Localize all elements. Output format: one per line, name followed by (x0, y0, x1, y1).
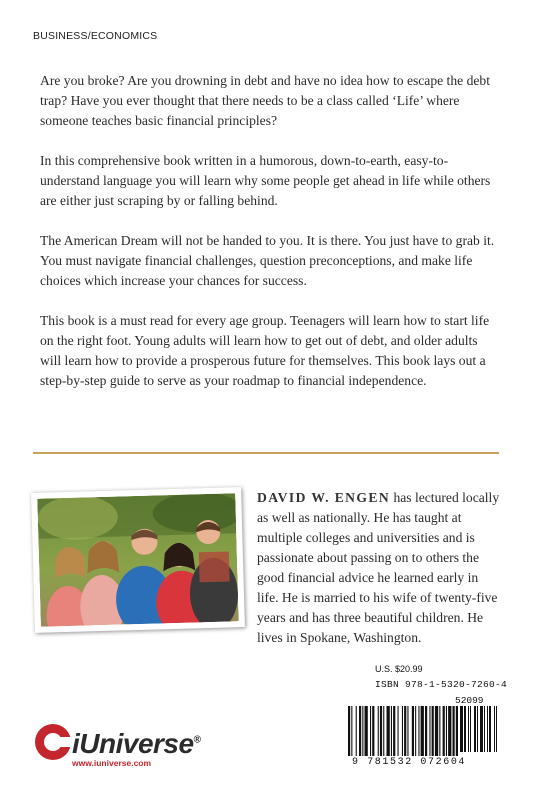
publisher-logo (72, 728, 200, 760)
blurb-paragraph: Are you broke? Are you drowning in debt and have no idea how to escape the debt trap? Have you ever thought that there needs to be a class called ‘Life’ where someone teaches basic financial principles? (40, 73, 490, 128)
back-cover-blurb (40, 71, 498, 411)
price-code: 52099 (455, 695, 484, 706)
category-label: BUSINESS/ECONOMICS (33, 30, 158, 42)
price-label: U.S. $20.99 (375, 664, 423, 674)
barcode-area (340, 660, 506, 770)
barcode-graphic (340, 660, 506, 770)
author-bio (257, 488, 502, 648)
publisher-name: iUniverse (72, 728, 194, 759)
author-family-photo (31, 487, 245, 633)
author-name: DAVID W. ENGEN (257, 490, 391, 505)
isbn-label: ISBN 978-1-5320-7260-4 (375, 679, 508, 690)
blurb-paragraph: The American Dream will not be handed to you. It is there. You just have to grab it. You must navigate financial challenges, question preconceptions, and make life choices which increase your chances for success. (40, 233, 495, 288)
trademark-symbol: ® (193, 734, 201, 746)
barcode-digits: 9 781532 072604 (352, 757, 467, 768)
publisher-url: www.iuniverse.com (72, 758, 152, 768)
blurb-paragraph: This book is a must read for every age group. Teenagers will learn how to start life on the right foot. Young adults will learn how to get out of debt, and older adults will learn how to provide a prosperous future for themselves. This book lays out a step-by-step guide to serve as your roadmap to financial independence. (40, 313, 490, 388)
photo-image (37, 493, 238, 626)
gold-divider (33, 452, 499, 454)
author-bio-text: has lectured locally as well as nationally. He has taught at multiple colleges and universities and is passionate about passing on to others the good financial advice he learned early in life. He is married to his wife of twenty-five years and has three beautiful children. He lives in Spokane, Washington. (257, 490, 500, 645)
blurb-paragraph: In this comprehensive book written in a humorous, down-to-earth, easy-to-understand language you will learn why some people get ahead in life while others are either just scraping by or falling behind. (40, 153, 491, 208)
publisher-logo-mark (33, 722, 73, 762)
